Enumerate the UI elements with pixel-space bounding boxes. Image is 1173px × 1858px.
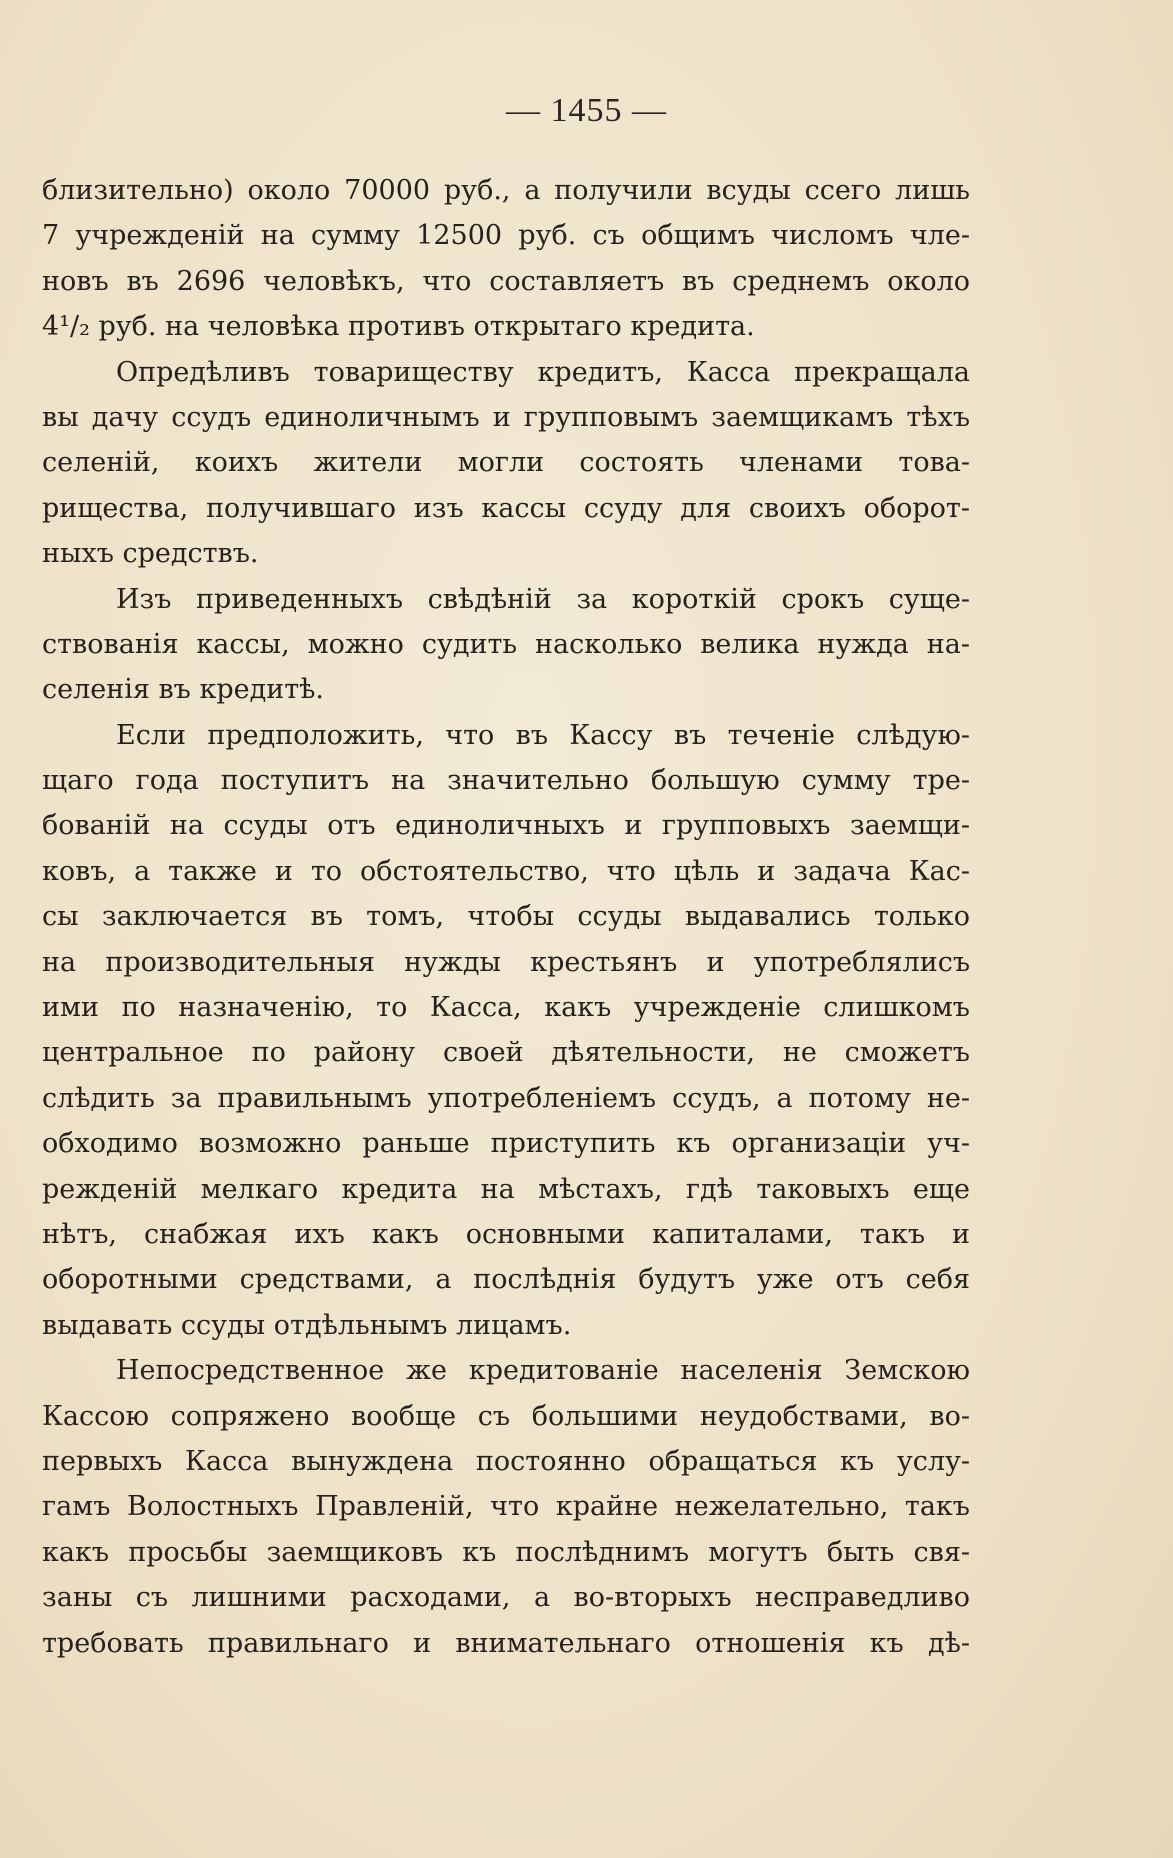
text-line: щаго года поступитъ на значительно большую сумму тре- bbox=[42, 765, 970, 797]
text-line: бованій на ссуды отъ единоличныхъ и групповыхъ заемщи- bbox=[42, 810, 970, 842]
text-line: Если предположить, что въ Кассу въ теченіе слѣдую- bbox=[116, 719, 970, 751]
page-number: — 1455 — bbox=[506, 92, 667, 129]
text-line: на производительныя нужды крестьянъ и употреблялисъ bbox=[42, 946, 970, 978]
text-line: 7 учрежденій на сумму 12500 руб. съ общимъ числомъ чле- bbox=[42, 220, 970, 252]
text-line: первыхъ Касса вынуждена постоянно обращаться къ услу- bbox=[42, 1445, 970, 1477]
text-line: слѣдить за правильнымъ употребленіемъ ссудъ, а потому не- bbox=[42, 1082, 970, 1114]
text-line: центральное по району своей дѣятельности, не сможетъ bbox=[42, 1037, 970, 1069]
text-line: режденій мелкаго кредита на мѣстахъ, гдѣ таковыхъ еще bbox=[42, 1173, 970, 1205]
text-line: какъ просьбы заемщиковъ къ послѣднимъ могутъ быть свя- bbox=[42, 1536, 970, 1568]
text-line: ствованія кассы, можно судить насколько велика нужда на- bbox=[42, 628, 970, 660]
text-line: вы дачу ссудъ единоличнымъ и групповымъ заемщикамъ тѣхъ bbox=[42, 401, 970, 433]
text-line: селенія въ кредитѣ. bbox=[42, 674, 324, 706]
text-line: близительно) около 70000 руб., а получили всуды ссего лишь bbox=[42, 175, 970, 206]
text-line: селеній, коихъ жители могли состоять членами това- bbox=[42, 447, 970, 479]
text-line: заны съ лишними расходами, а во-вторыхъ несправедливо bbox=[42, 1582, 970, 1614]
text-line: ковъ, а также и то обстоятельство, что цѣль и задача Кас- bbox=[42, 855, 970, 887]
text-line: выдавать ссуды отдѣльнымъ лицамъ. bbox=[42, 1309, 572, 1341]
text-line: 4¹/₂ руб. на человѣка противъ открытаго кредита. bbox=[42, 311, 755, 343]
text-line: оборотными средствами, а послѣднія будутъ уже отъ себя bbox=[42, 1264, 970, 1296]
text-line: сы заключается въ томъ, чтобы ссуды выдавались только bbox=[42, 901, 970, 933]
text-line: ныхъ средствъ. bbox=[42, 538, 259, 570]
text-line: новъ въ 2696 человѣкъ, что составляетъ въ среднемъ около bbox=[42, 265, 970, 297]
text-line: рищества, получившаго изъ кассы ссуду для своихъ оборот- bbox=[42, 492, 970, 524]
text-line: Опредѣливъ товариществу кредитъ, Касса прекращала bbox=[116, 356, 970, 388]
text-line: Непосредственное же кредитованіе населенія Земскою bbox=[116, 1355, 970, 1387]
text-line: обходимо возможно раньше приступить къ организаціи уч- bbox=[42, 1128, 970, 1160]
text-line: нѣтъ, снабжая ихъ какъ основными капиталами, такъ и bbox=[42, 1218, 970, 1250]
body-text bbox=[42, 168, 970, 1666]
text-line: Изъ приведенныхъ свѣдѣній за короткій срокъ суще- bbox=[116, 583, 970, 615]
text-line: ими по назначенію, то Касса, какъ учрежденіе слишкомъ bbox=[42, 992, 970, 1024]
text-line: Кассою сопряжено вообще съ большими неудобствами, во- bbox=[42, 1400, 970, 1432]
text-line: требовать правильнаго и внимательнаго отношенія къ дѣ- bbox=[42, 1627, 970, 1659]
text-line: гамъ Волостныхъ Правленій, что крайне нежелательно, такъ bbox=[42, 1491, 970, 1523]
